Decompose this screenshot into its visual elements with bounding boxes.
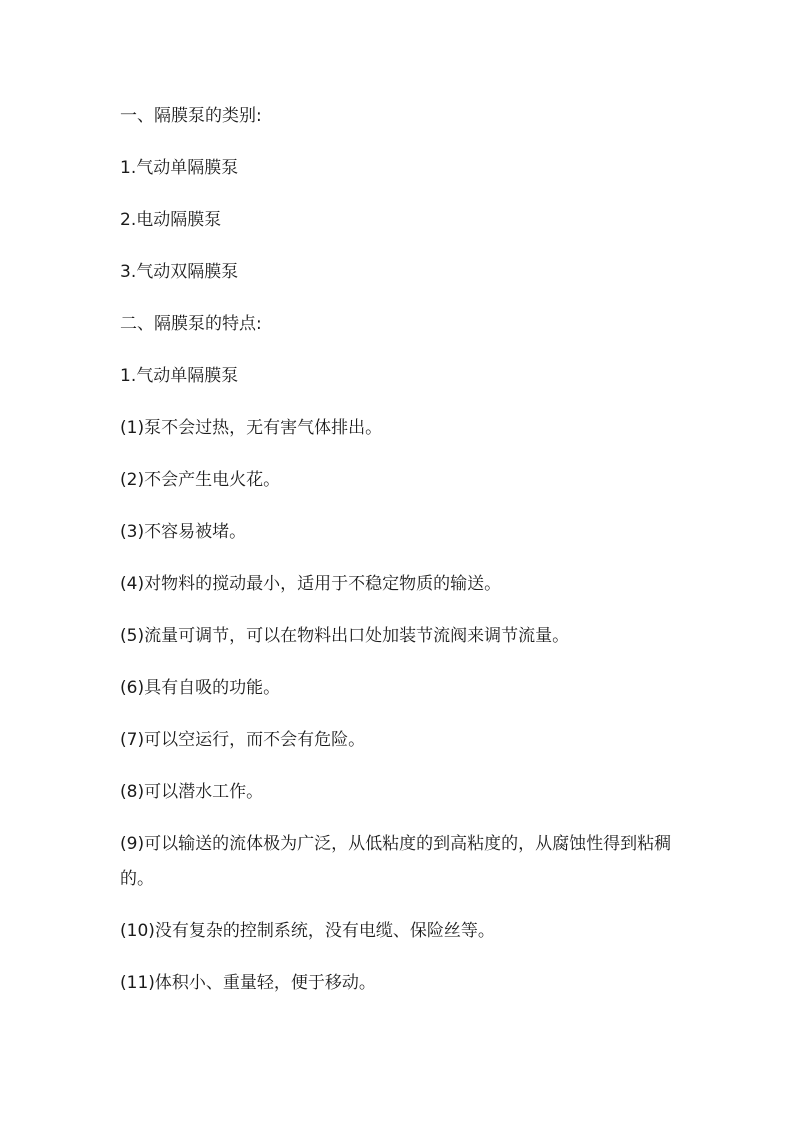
section-heading-categories: 一、隔膜泵的类别: [120,106,262,126]
category-item: 2.电动隔膜泵 [120,210,222,230]
subsection-heading: 1.气动单隔膜泵 [120,366,239,386]
feature-item: (8)可以潜水工作。 [120,782,264,802]
feature-item: (11)体积小、重量轻，便于移动。 [120,973,376,993]
feature-item: (7)可以空运行，而不会有危险。 [120,730,366,750]
feature-item: (1)泵不会过热，无有害气体排出。 [120,418,383,438]
feature-item: (2)不会产生电火花。 [120,470,281,490]
category-item: 1.气动单隔膜泵 [120,158,239,178]
section-heading-features: 二、隔膜泵的特点: [120,314,262,334]
feature-item: (6)具有自吸的功能。 [120,678,281,698]
feature-item: (4)对物料的搅动最小，适用于不稳定物质的输送。 [120,574,502,594]
feature-item: (9)可以输送的流体极为广泛，从低粘度的到高粘度的，从腐蚀性得到粘稠的。 [120,834,672,889]
feature-item: (10)没有复杂的控制系统，没有电缆、保险丝等。 [120,921,495,941]
category-item: 3.气动双隔膜泵 [120,262,239,282]
document-body [120,99,680,1018]
feature-item: (3)不容易被堵。 [120,522,247,542]
feature-item: (5)流量可调节，可以在物料出口处加装节流阀来调节流量。 [120,626,570,646]
